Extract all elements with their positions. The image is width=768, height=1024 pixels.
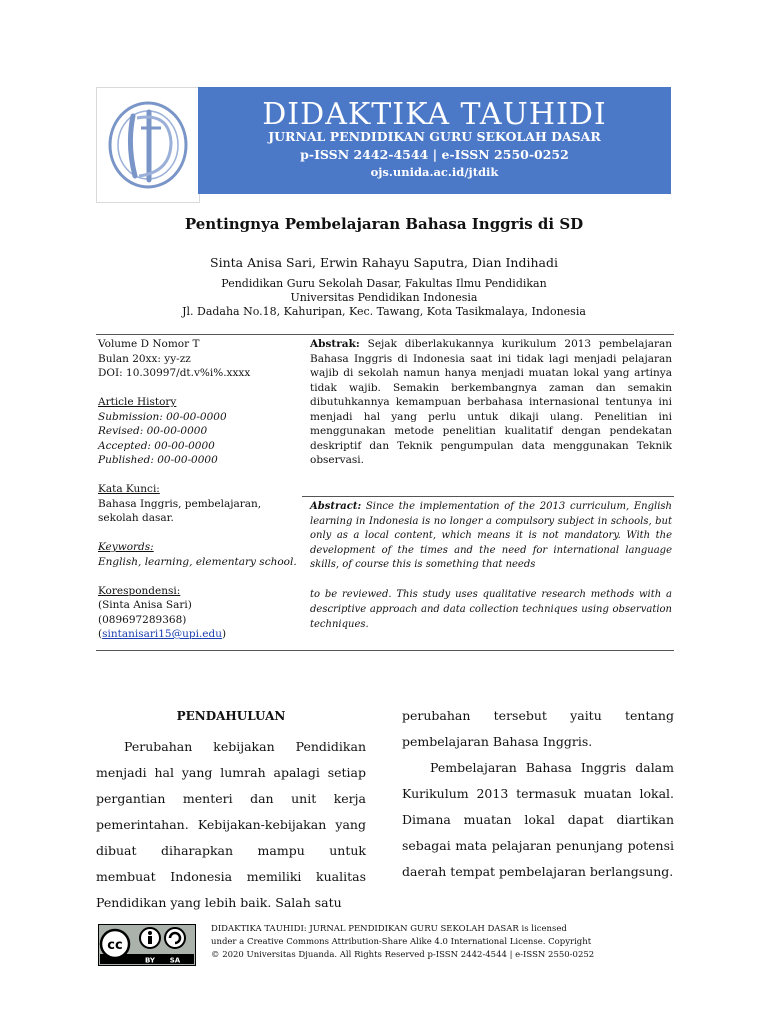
keywords-label: Keywords: <box>98 541 154 553</box>
abstract-divider <box>302 496 674 497</box>
history-published: Published: 00-00-0000 <box>98 454 218 466</box>
svg-text:cc: cc <box>107 938 123 953</box>
journal-title: DIDAKTIKA TAUHIDI <box>262 97 607 132</box>
svg-text:SA: SA <box>169 956 181 965</box>
abstract-english-continued: to be reviewed. This study uses qualitative research methods with a descriptive approach and data collection techniques using observation techniques. <box>310 589 672 630</box>
kata-kunci-line: Bahasa Inggris, pembelajaran, <box>98 497 262 510</box>
dt-monogram-icon <box>97 88 199 202</box>
info-box-bottom-rule <box>96 650 674 651</box>
license-line: under a Creative Commons Attribution-Share Alike 4.0 International License. Copyright <box>211 937 592 947</box>
journal-subtitle: JURNAL PENDIDIKAN GURU SEKOLAH DASAR <box>268 129 601 144</box>
abstract-indonesian <box>310 337 672 468</box>
article-info-column <box>98 337 296 642</box>
license-text <box>211 923 676 962</box>
affiliation-line: Jl. Dadaha No.18, Kahuripan, Kec. Tawang, Kota Tasikmalaya, Indonesia <box>182 305 586 318</box>
kata-kunci-line: sekolah dasar. <box>98 512 174 524</box>
abstract-text: Since the implementation of the 2013 curriculum, English learning in Indonesia is no longer a compulsory subject in schools, but only as a local content, which means it is not mandatory. With the development of the times and the need for international language skills, of course this is something that needs <box>310 501 672 570</box>
paper-authors: Sinta Anisa Sari, Erwin Rahayu Saputra, Dian Indihadi <box>210 255 558 270</box>
journal-website[interactable]: ojs.unida.ac.id/jtdik <box>370 165 499 179</box>
license-line: © 2020 Universitas Djuanda. All Rights Reserved p-ISSN 2442-4544 | e-ISSN 2550-0252 <box>211 950 595 960</box>
volume: Volume D Nomor T <box>98 338 200 350</box>
affiliation-line: Universitas Pendidikan Indonesia <box>290 291 478 304</box>
korespondensi-phone: (089697289368) <box>98 613 187 626</box>
body-paragraph-continued: perubahan tersebut yaitu tentang pembelajaran Bahasa Inggris. <box>402 708 674 749</box>
affiliation-line: Pendidikan Guru Sekolah Dasar, Fakultas Ilmu Pendidikan <box>221 277 547 290</box>
journal-issn: p-ISSN 2442-4544 | e-ISSN 2550-0252 <box>300 147 569 162</box>
doi: DOI: 10.30997/dt.v%i%.xxxx <box>98 367 251 379</box>
license-line: DIDAKTIKA TAUHIDI: JURNAL PENDIDIKAN GURU SEKOLAH DASAR is licensed <box>211 924 567 934</box>
issue-month: Bulan 20xx: yy-zz <box>98 352 191 365</box>
abstract-english <box>310 500 672 573</box>
korespondensi-label: Korespondensi: <box>98 584 181 597</box>
article-history-label: Article History <box>98 396 177 408</box>
abstrak-text: Sejak diberlakukannya kurikulum 2013 pembelajaran Bahasa Inggris di Indonesia saat ini tidak lagi menjadi pelajaran wajib di sekolah namun hanya menjadi muatan lokal yang artinya tidak wajib. Semakin berkembangnya zaman dan semakin dibutuhkannya kemampuan berbahasa internasional tentunya ini menjadi hal yang perlu untuk dikaji ulang. Penelitian ini menggunakan metode penelitian kualitatif dengan pendekatan deskriptif dan Teknik pengumpulan data menggunakan Teknik observasi. <box>310 338 672 466</box>
cc-by-sa-badge[interactable] <box>98 924 196 966</box>
history-revised: Revised: 00-00-0000 <box>98 425 208 437</box>
korespondensi-name: (Sinta Anisa Sari) <box>98 599 192 611</box>
paper-title: Pentingnya Pembelajaran Bahasa Inggris di SD <box>184 215 584 233</box>
info-box-top-rule <box>96 334 674 335</box>
email-link[interactable]: sintanisari15@upi.edu <box>102 628 222 640</box>
svg-text:BY: BY <box>144 956 156 965</box>
body-right-column <box>402 703 674 885</box>
kata-kunci-label: Kata Kunci: <box>98 483 160 495</box>
keywords-value: English, learning, elementary school. <box>98 555 297 568</box>
body-left-column <box>96 734 366 916</box>
history-submission: Submission: 00-00-0000 <box>98 410 227 423</box>
section-heading: PENDAHULUAN <box>176 709 286 723</box>
creative-commons-icon <box>98 924 196 966</box>
body-paragraph: Perubahan kebijakan Pendidikan menjadi hal yang lumrah apalagi setiap pergantian menteri dan unit kerja pemerintahan. Kebijakan-kebijakan yang dibuat diharapkan mampu untuk membuat Indonesia memiliki kualitas Pendidikan yang lebih baik. Salah satu <box>96 739 366 910</box>
korespondensi-email-line: (sintanisari15@upi.edu) <box>98 628 227 640</box>
journal-logo <box>96 87 200 203</box>
body-paragraph: Pembelajaran Bahasa Inggris dalam Kurikulum 2013 termasuk muatan lokal. Dimana muatan lokal dapat diartikan sebagai mata pelajaran penunjang potensi daerah tempat pembelajaran berlangsung. <box>402 760 674 879</box>
abstrak-label: Abstrak: <box>310 338 360 350</box>
history-accepted: Accepted: 00-00-0000 <box>98 439 215 452</box>
abstract-label: Abstract: <box>310 501 362 512</box>
journal-banner <box>198 87 671 194</box>
